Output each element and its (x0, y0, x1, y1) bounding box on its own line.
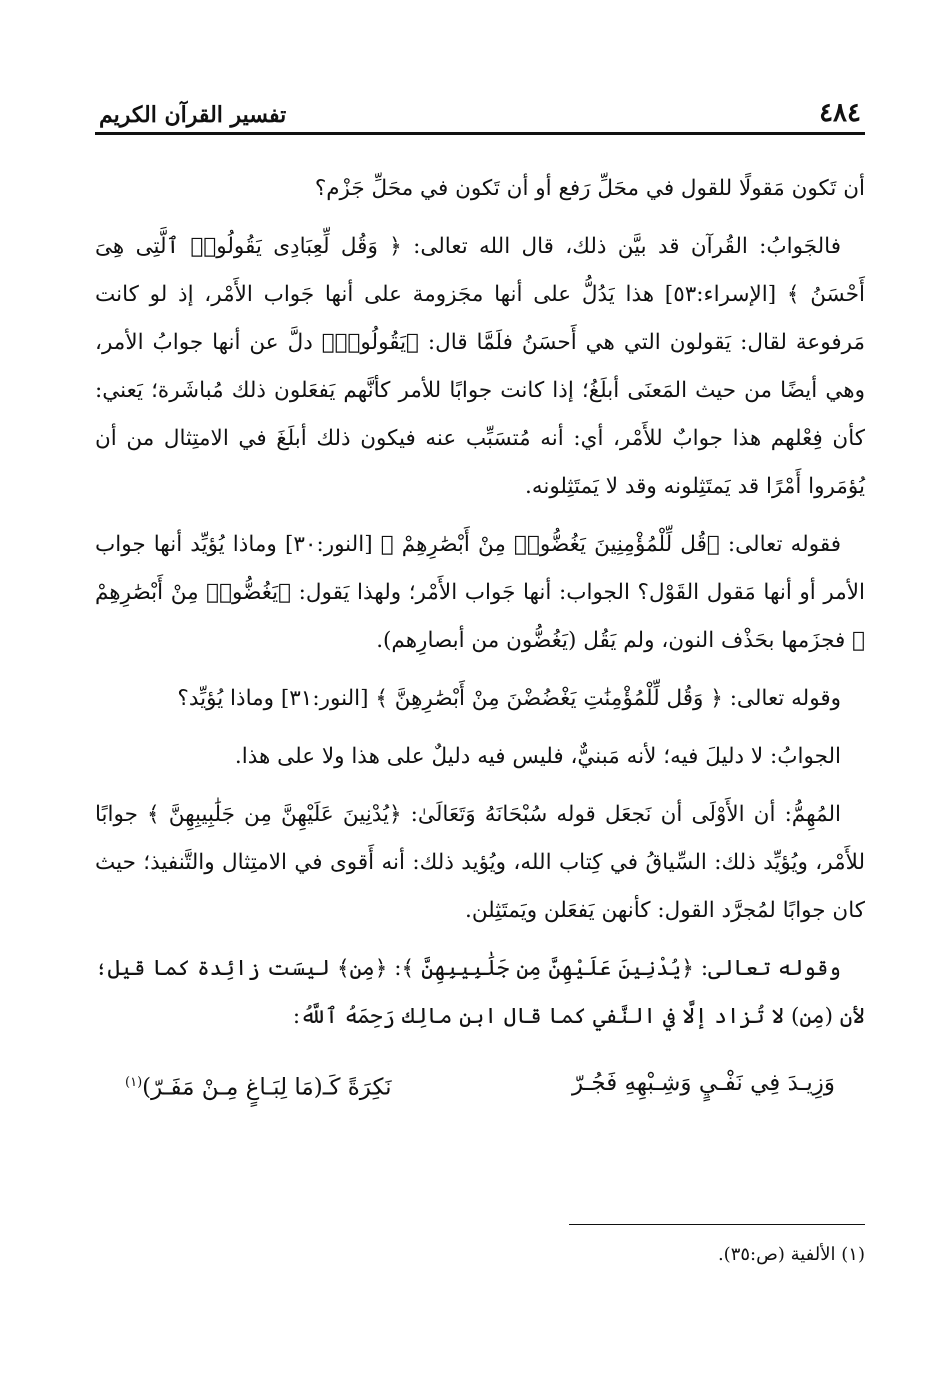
footnote: (١) الألفية (ص:٣٥). (717, 1244, 865, 1265)
main-text (95, 165, 865, 1041)
paragraph: الجوابُ: لا دليلَ فيه؛ لأنه مَبنيٌّ، فليس فيه دليلٌ على هذا ولا على هذا. (234, 744, 841, 769)
paragraph: أن تَكون مَقولًا للقول في محَلِّ رَفع أو أن تَكون في محَلِّ جَزْم؟ (314, 176, 865, 201)
verse-first-hemistich: وَزِيـدَ فِي نَفْـيٍ وَشِـبْهِهِ فَجُـرّ (571, 1070, 835, 1096)
paragraph: فالجَوابُ: القُرآن قد بيَّن ذلك، قال الله تعالى: ﴿ وَقُل لِّعِبَادِى يَقُولُوا۟ ٱلَّتِى هِىَ أَحْسَنُ ﴾ [الإسراء:٥٣] هذا يَدُلُّ على أنها مجَزومة على أنها جَواب الأَمْر، إذ لو كانت مَرفوعة لقال: يَقولون التي هي أَحسَنُ فلَمَّا قال: ﴿يَقُولُوا۟﴾ دلَّ عن أنها جوابُ الأمر، وهي أيضًا من حيث المَعنَى أبلَغُ؛ إذا كانت جوابًا للأمر كأنَّهم يَفعَلون ذلك مُباشَرة؛ يَعني: كأن فِعْلهم هذا جوابٌ للأَمْر، أي: أنه مُتسَبِّب عنه فيكون ذلك أبلَغَ في الامتِثال من أن يُؤمَروا أَمْرًا قد يَمتَثِلونه وقد لا يَمتَثِلونه. (95, 234, 865, 499)
book-title: تفسير القرآن الكريم (99, 102, 287, 128)
running-header (95, 82, 865, 135)
paragraph: وقوله تعالى: ﴿يُدْنِينَ عَلَيْهِنَّ مِن جَلَٰبِيبِهِنَّ ﴾: ﴿مِن﴾ ليسَت زائِدة كما قيل؛ لأن (مِن) لا تُزاد إلَّا في النَّفي كما قال ابن مالِك رَحِمَهُ ٱللَّهُ: (95, 956, 865, 1029)
paragraph: فقوله تعالى: ﴿قُل لِّلْمُؤْمِنِينَ يَغُضُّوا۟ مِنْ أَبْصَٰرِهِمْ ﴾ [النور:٣٠] وماذا يُؤيِّد أنها جواب الأمر أو أنها مَقول القَوْل؟ الجواب: أنها جَواب الأَمْر؛ ولهذا يَقول: ﴿يَغُضُّوا۟ مِنْ أَبْصَٰرِهِمْ ﴾ فجزَمها بحَذْف النون، ولم يَقُل (يَغُضُّون من أبصارِهم). (95, 532, 865, 653)
page (95, 82, 865, 1116)
footnote-marker: (١) (125, 1075, 143, 1090)
page-number: ٤٨٤ (819, 98, 861, 128)
footnote-separator (569, 1224, 865, 1225)
poetry-verse (95, 1051, 865, 1116)
paragraph: وقوله تعالى: ﴿ وَقُل لِّلْمُؤْمِنَٰتِ يَغْضُضْنَ مِنْ أَبْصَٰرِهِنَّ ﴾ [النور:٣١] وماذا يُؤيِّد؟ (177, 686, 841, 711)
paragraph: المُهِمُّ: أن الأَوْلَى أن نَجعَل قوله سُبْحَانَهُ وَتَعَالَىٰ: ﴿يُدْنِينَ عَلَيْهِنَّ مِن جَلَٰبِيبِهِنَّ ﴾ جوابًا للأَمْر، ويُؤيِّد ذلك: السِّياقُ في كِتاب الله، ويُؤيد ذلك: أنه أَقوى في الامتِثال والتَّنفيذ؛ حيث كان جوابًا لمُجرَّد القول: كأنهن يَفعَلن ويَمتَثِلن. (95, 802, 865, 923)
verse-second-hemistich: نَكِرَةً كَـ(مَا لِبَـاغٍ مِـنْ مَفَـرّ)$^{(١)}$ (125, 1074, 392, 1101)
